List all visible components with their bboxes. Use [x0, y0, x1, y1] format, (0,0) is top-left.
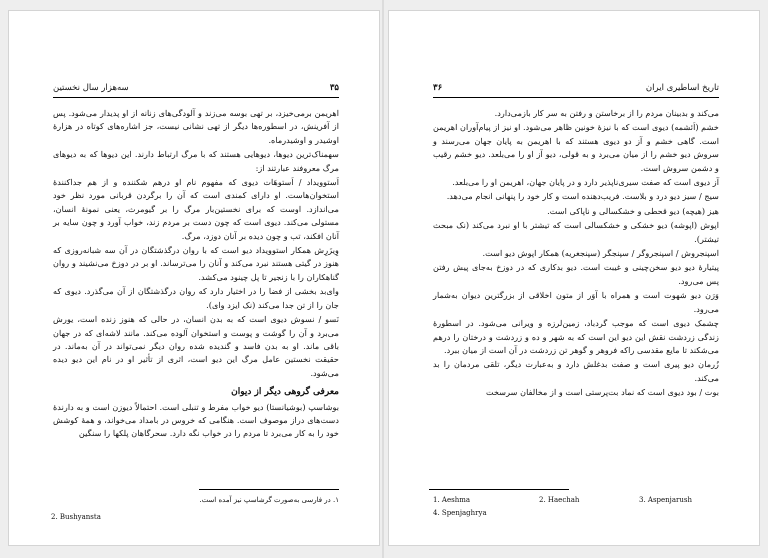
paragraph: وَرَن دیو شهوت است و همراه با آوَر از متون اخلاقی از بزرگترین دیوان به‌شمار می‌رود. [433, 290, 719, 314]
paragraph: اپوش (اپوشه) دیو خشکی و خشکسالی است که تیشتر با او نبرد می‌کند (نک مبحث تیشتر). [433, 220, 719, 244]
section-heading: معرفی گروهی دیگر از دیوان [231, 387, 339, 398]
paragraph: سهمناک‌ترین دیوها، دیوهایی هستند که با مرگ ارتباط دارند. این دیوها که به دیوهای مرگ معروفند عبارتند از: [53, 149, 339, 173]
paragraph: نَسو / نسوش دیوی است که به بدن انسان، در حالی که هنوز زنده است، یورش می‌برد و آن را گوشت و پوست و استخوان آلوده می‌کند. مانند لاشه‌ای که در جهان باقی ماند. او به بدن فاسد و گندیده شده روان دیگر نمی‌تواند در آن به‌ماند. در حقیقت نخستین عامل مرگ این دیو است، اثری از تأثیر او در نام این دیو دیده می‌شود. [53, 314, 339, 378]
paragraph: آز دیوی است که صفت سیری‌ناپذیر دارد و در پایان جهان، اهریمن او را می‌بلعد. [452, 177, 719, 188]
footnote: 3. Aspenjarush [639, 496, 692, 504]
left-page-number: ۳۵ [329, 83, 339, 93]
right-page-body [433, 107, 719, 401]
paragraph: بوشاسپ (بوشیانستا) دیو خواب مفرط و تنبلی است. احتمالاً دیوزن است و به دارندهٔ دست‌های دراز موصوف است. هنگامی که خروس در بامداد می‌خواند، و همهٔ کوشش خود را به کار می‌برد تا مردم را در خواب نگه دارد. سحرگاهان پلکها را سنگین [53, 401, 339, 439]
right-running-title: تاریخ اساطیری ایران [645, 83, 719, 93]
paragraph: بوت / بود دیوی است که نماد بت‌پرستی است و از مخالفان سرسخت [485, 387, 719, 398]
paragraph: می‌کند و بدبینان مردم را از برخاستن و رفتن به سر کار بازمی‌دارد. [494, 108, 719, 118]
left-running-title: سه‌هزار سال نخستین [53, 83, 129, 93]
footnote: 2. Bushyansta [51, 513, 101, 521]
paragraph: پیتیارۀ دیو دیو سخن‌چینی و غیبت است. دیو بدکاری که در دوزخ به‌جای پیش رفتن پس می‌رود. [433, 262, 719, 286]
book-spine [382, 0, 384, 558]
footnote: 1. Aeshma [433, 496, 471, 504]
footnote: 2. Haechah [539, 496, 580, 504]
paragraph: سیج / سیز دیو درد و بلاست. فریب‌دهنده است و کار خود را پنهانی انجام می‌دهد. [446, 191, 719, 202]
footnote: ۱. در فارسی به‌صورت گرشاسپ نیز آمده است. [199, 496, 339, 504]
paragraph: اسپنجروش / اسپنجروگر / سپنجگر (سپنجغریه) همکار اپوش دیو است. [482, 248, 719, 259]
footnote: 4. Spenjaghrya [433, 509, 487, 517]
left-page-header [53, 83, 339, 98]
right-page-number: ۳۶ [433, 83, 443, 93]
paragraph: چشمک دیوی است که موجب گردباد، زمین‌لرزه و ویرانی می‌شود. در اسطورهٔ زندگی زردشت نقش این دیو این است که به شهر و ده و زردشت و درختان را درهم می‌شکند تا مایع مقدسی راکه فروهر و گوهر تن زردشت در آن است از میان ببرد. [433, 318, 719, 355]
footnote-rule [199, 489, 339, 490]
left-page [8, 10, 380, 546]
paragraph: وِیزَرِش همکار استوویداد دیو است که با روان درگذشتگان در آن سه شبانه‌روزی که هنوز در گیتی هستند نبرد می‌کند و آنان را می‌ترساند. او بر در دوزخ می‌نشیند و روان گناهکاران را با زنجیر تا پل چینود می‌کشد. [53, 245, 339, 282]
paragraph: اهریمن برمی‌خیزد، بر تهی بوسه می‌زند و آلودگی‌های زنانه از او پدیدار می‌شود. پس از آفرینش، در اسطوره‌ها دیگر از تهی نشانی نیست، جز اشاره‌های کوتاه در هزارهٔ اوشیدر و اوشیدرماه. [53, 108, 339, 145]
paragraph: خشم (اَئشمه) دیوی است که با نیزهٔ خونین ظاهر می‌شود. او نیز از پیام‌آوران اهریمن است. گاهی خشم و آز دو دیوی هستند که با اهریمن به پایان جهان می‌رسند و سروش دیو خشم را از میان می‌برد و به قولی، دیو آز او را می‌بلعد. دیو خشم رقیب و دشمن سروش است. [433, 122, 719, 173]
left-page-body [53, 107, 339, 442]
right-page-header [433, 83, 719, 98]
paragraph: هیز (هیچه) دیو قحطی و خشکسالی و ناپاکی است. [547, 205, 719, 216]
right-page [388, 10, 760, 546]
footnote-rule [429, 489, 569, 490]
paragraph: اَستوویداد / اَستوهَات دیوی که مفهوم نام او درهم شکننده و از هم جداکنندهٔ استخوان‌هاست. او دارای کمندی است که آن را برگردن قربانی مورد نظر خود می‌اندازد. اوست که برای نخستین‌بار مرگ را بر گیومرث، یعنی نمونهٔ انسان، مستولی می‌کند. دیوی است که چون دست بر مردم زند، خواب آورد و چون سایه بر آنان افکند، تب و چون دیده بر آنان دوزد، مرگ. [53, 177, 339, 241]
paragraph: زُرمان دیو پیری است و صفت بدغلش دارد و به‌عبارت دیگر، تلقی مردمان را بد می‌کند. [433, 359, 719, 383]
paragraph: وای‌بد بخشی از فضا را در اختیار دارد که روان درگذشتگان از آن می‌گذرد. دیوی که جان را از تن جدا می‌کند (نک ایزد وای). [53, 286, 339, 310]
